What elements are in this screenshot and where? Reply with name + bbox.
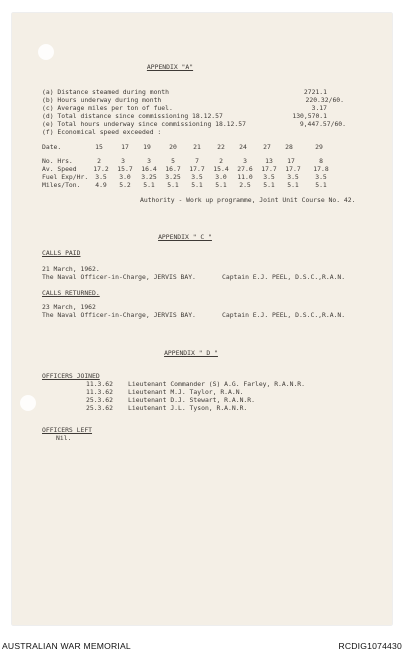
punch-hole-bottom bbox=[20, 395, 36, 411]
table-cell: 21 bbox=[193, 143, 201, 151]
table-cell: 4.9 bbox=[95, 181, 107, 189]
table-cell: 3.5 bbox=[315, 173, 327, 181]
table-cell: 3.0 bbox=[215, 173, 227, 181]
table-cell: 7 bbox=[195, 157, 199, 165]
footer-record-id: RCDIG1074430 bbox=[338, 641, 402, 651]
table-cell: 3.5 bbox=[263, 173, 275, 181]
table-cell: 17 bbox=[287, 157, 295, 165]
table-cell: 15 bbox=[95, 143, 103, 151]
table-cell: 3.0 bbox=[119, 173, 131, 181]
table-cell: 13 bbox=[265, 157, 273, 165]
table-cell: 27 bbox=[263, 143, 271, 151]
table-row-label: Av. Speed bbox=[42, 165, 77, 173]
officer-join-date: 11.3.62 bbox=[86, 380, 113, 388]
table-cell: 3.5 bbox=[287, 173, 299, 181]
appendix-a-heading: APPENDIX "A" bbox=[146, 63, 194, 71]
table-cell: 17.7 bbox=[285, 165, 301, 173]
officer-join-date: 25.3.62 bbox=[86, 396, 113, 404]
table-cell: 5.1 bbox=[287, 181, 299, 189]
calls-returned-captain: Captain E.J. PEEL, D.S.C.,R.A.N. bbox=[222, 311, 346, 319]
table-row-label: Fuel Exp/Hr. bbox=[42, 173, 89, 181]
stat-value: 220.32/60. bbox=[305, 96, 344, 104]
punch-hole-top bbox=[38, 44, 54, 60]
table-cell: 3.25 bbox=[165, 173, 181, 181]
table-cell: 8 bbox=[319, 157, 323, 165]
table-cell: 11.0 bbox=[237, 173, 253, 181]
table-cell: 2 bbox=[97, 157, 101, 165]
table-cell: 5.1 bbox=[191, 181, 203, 189]
calls-paid-title: CALLS PAID bbox=[42, 249, 81, 257]
table-row-label: Miles/Ton. bbox=[42, 181, 81, 189]
table-cell: 28 bbox=[285, 143, 293, 151]
officer-join-name: Lieutenant Commander (S) A.G. Farley, R.A.N.R. bbox=[128, 380, 305, 388]
table-cell: 16.4 bbox=[141, 165, 157, 173]
table-cell: 3.5 bbox=[95, 173, 107, 181]
stat-label: (b) Hours underway during month bbox=[42, 96, 162, 104]
table-cell: 19 bbox=[143, 143, 151, 151]
table-cell: 29 bbox=[315, 143, 323, 151]
table-cell: 3 bbox=[243, 157, 247, 165]
calls-paid-date: 21 March, 1962. bbox=[42, 265, 100, 273]
officer-join-date: 25.3.62 bbox=[86, 404, 113, 412]
stat-value: 9,447.57/60. bbox=[299, 120, 346, 128]
table-cell: 3.5 bbox=[191, 173, 203, 181]
table-row-label: No. Hrs. bbox=[42, 157, 73, 165]
calls-paid-captain: Captain E.J. PEEL, D.S.C.,R.A.N. bbox=[222, 273, 346, 281]
officer-join-date: 11.3.62 bbox=[86, 388, 113, 396]
table-cell: 5.1 bbox=[215, 181, 227, 189]
table-cell: 3.25 bbox=[141, 173, 157, 181]
officers-left-value: Nil. bbox=[56, 434, 72, 442]
calls-returned-officer: The Naval Officer-in-Charge, JERVIS BAY. bbox=[42, 311, 196, 319]
table-cell: 2.5 bbox=[239, 181, 251, 189]
table-cell: 16.7 bbox=[165, 165, 181, 173]
calls-paid-officer: The Naval Officer-in-Charge, JERVIS BAY. bbox=[42, 273, 196, 281]
officer-join-name: Lieutenant M.J. Taylor, R.A.N. bbox=[128, 388, 244, 396]
table-cell: 17.7 bbox=[189, 165, 205, 173]
table-cell: 5 bbox=[171, 157, 175, 165]
table-cell: 17.7 bbox=[261, 165, 277, 173]
table-cell: 5.2 bbox=[119, 181, 131, 189]
stat-label: (f) Economical speed exceeded : bbox=[42, 128, 162, 136]
table-cell: 24 bbox=[239, 143, 247, 151]
table-cell: 27.6 bbox=[237, 165, 253, 173]
table-cell: 5.1 bbox=[315, 181, 327, 189]
table-cell: 15.7 bbox=[117, 165, 133, 173]
table-cell: 5.1 bbox=[143, 181, 155, 189]
officers-joined-title: OFFICERS JOINED bbox=[42, 372, 100, 380]
table-row-label: Date. bbox=[42, 143, 62, 151]
stat-value: 3.17 bbox=[311, 104, 327, 112]
stat-value: 2721.1 bbox=[303, 88, 327, 96]
table-cell: 15.4 bbox=[213, 165, 229, 173]
calls-returned-title: CALLS RETURNED. bbox=[42, 289, 100, 297]
stat-value: 130,570.1 bbox=[292, 112, 327, 120]
stat-label: (c) Average miles per ton of fuel. bbox=[42, 104, 173, 112]
table-cell: 2 bbox=[219, 157, 223, 165]
table-cell: 3 bbox=[121, 157, 125, 165]
table-cell: 5.1 bbox=[167, 181, 179, 189]
table-cell: 3 bbox=[147, 157, 151, 165]
table-cell: 22 bbox=[217, 143, 225, 151]
table-cell: 17.8 bbox=[313, 165, 329, 173]
stat-label: (e) Total hours underway since commissioning 18.12.57 bbox=[42, 120, 246, 128]
officers-left-title: OFFICERS LEFT bbox=[42, 426, 93, 434]
appendix-c-heading: APPENDIX " C " bbox=[158, 233, 212, 241]
officer-join-name: Lieutenant D.J. Stewart, R.A.N.R. bbox=[128, 396, 255, 404]
table-cell: 17.2 bbox=[93, 165, 109, 173]
table-cell: 5.1 bbox=[263, 181, 275, 189]
calls-returned-date: 23 March, 1962 bbox=[42, 303, 96, 311]
table-cell: 20 bbox=[169, 143, 177, 151]
footer-institution: AUSTRALIAN WAR MEMORIAL bbox=[2, 641, 131, 651]
stat-label: (d) Total distance since commissioning 18.12.57 bbox=[42, 112, 223, 120]
appendix-d-heading: APPENDIX " D " bbox=[164, 349, 218, 357]
stat-label: (a) Distance steamed during month bbox=[42, 88, 169, 96]
table-cell: 17 bbox=[121, 143, 129, 151]
authority-note: Authority - Work up programme, Joint Unit Course No. 42. bbox=[140, 196, 356, 204]
officer-join-name: Lieutenant J.L. Tyson, R.A.N.R. bbox=[128, 404, 248, 412]
